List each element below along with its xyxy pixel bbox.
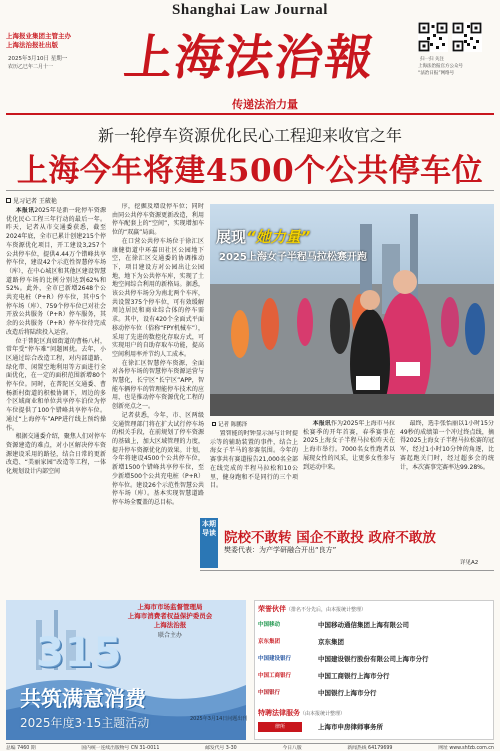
square-icon bbox=[6, 198, 11, 203]
partner-row[interactable] bbox=[258, 635, 490, 649]
footer-item: 邮发代号 3-30 bbox=[205, 746, 237, 751]
paragraph-text: 2025年是新一轮停车资源优化民心工程三年行动的最后一年。昨天，记者从市交通委获悉，截至2024年底，全市已累计创建215个停车资源优化项目，开工建设3,257个公共停车位，提供4.44万个错峰共享停车位，建设42个示范性智慧停车场（库），在中心城区和其他区建设智慧道路停车场的比例分别达到62%和52%。此外，全市已新增2648个公共充电桩（P+R）停车位，其中5个停车场（库）、759个停车位已对社会开放公共服务（P+R）停车服务，其余的公共服务（P+R）停车位待完成改造后将陆续投入运营。 bbox=[6, 207, 106, 336]
legal-partner-row[interactable] bbox=[258, 720, 490, 734]
ad-year-line: 2025年度3·15主题活动 bbox=[20, 716, 150, 730]
paragraph-text: 根据交通委介绍，聚焦人们对停车资源建造的难点，对小区解决停车资源建设采用的路径，结合日常的更新改造、“美丽家园”改造等工程，一体化规划设计内部空间 bbox=[6, 433, 106, 476]
partner-logo: 中国建设银行 bbox=[258, 656, 292, 662]
photo-story-column-1 bbox=[303, 420, 395, 528]
partner-logo: 中国移动 bbox=[258, 622, 281, 628]
ad-315-number: 315 bbox=[36, 630, 123, 676]
partner-name: 中国移动通信集团上海有限公司 bbox=[318, 621, 409, 629]
sponsor-line-2: 上海法治报社出版 bbox=[6, 41, 58, 49]
guide-tag-label: 本期导读 bbox=[202, 520, 216, 537]
partner-logo: 中国银行 bbox=[258, 690, 281, 696]
sponsor-line-1: 上海报业集团主管主办 bbox=[6, 32, 71, 40]
footer-item: 国内统一连续出版物号 CN 31-0011 bbox=[81, 746, 160, 751]
photo-subtitle: 2025上海女子半程马拉松赛开跑 bbox=[219, 252, 367, 263]
paragraph-text: 序，挖掘及增设停车位；同时由同公共停车资源更新改造，利用停车配套上的“空间”，实现增加车位的“双赢”局面。 bbox=[112, 203, 204, 237]
footer bbox=[6, 744, 494, 751]
paragraph bbox=[6, 433, 106, 477]
paragraph-text: 记者获悉，今年，市、区两级交通管理部门将在扩大试行停车场的相关手段，在前规划了停车资源的基础上，加大区域管理的力度，提升停车资源优化的效果。计划，今年将建设4500个公共停车位，新增1500个错峰共享停车位，至少新增500个公共充电桩（P+R）停车位。建设26个示范性智慧公共停车场（库）。基本实现智慧道路停车场全覆盖的总目标。 bbox=[112, 411, 204, 506]
paragraph-text: 作为2025年上海市马拉松赛季的开年首赛，春季赛事在2025上海女子半程马拉松昨天在上海市举行。7000名女性跑者以展现女性的风采，让更多女性参与到运动中来。 bbox=[303, 420, 395, 471]
paragraph-text: 最终，选手张怡丽以1小时15分49秒的成绩第一个冲过终点线，摘得2025上海女子半程马拉松赛的冠军，经过1小时10分钟的角逐，比赛起跑关门时，经过超多会的统计，本次赛事完赛率达99.28%。 bbox=[400, 420, 494, 471]
lunar-date: 农历乙巳年二月十一 bbox=[8, 64, 54, 70]
paragraph bbox=[112, 238, 204, 360]
partner-name: 中国工商银行上海市分行 bbox=[318, 672, 390, 680]
guide-rule bbox=[200, 570, 494, 571]
footer-item: 今日八版 bbox=[282, 746, 302, 751]
photo-title-highlight: “她力量” bbox=[246, 228, 311, 246]
qr-code-icon[interactable] bbox=[452, 22, 482, 52]
partner-row[interactable] bbox=[258, 669, 490, 683]
photo-title bbox=[216, 226, 310, 247]
ad-credit: 2025年3月14日问题出刊 bbox=[190, 716, 248, 722]
ad-theme: 共筑满意消费 bbox=[20, 687, 146, 711]
legal-service-title bbox=[258, 708, 345, 718]
partner-row[interactable] bbox=[258, 652, 490, 666]
footer-item: 网址 www.shfzb.com.cn bbox=[438, 746, 494, 751]
paragraph bbox=[303, 420, 395, 472]
byline bbox=[6, 196, 57, 205]
partner-name: 中国建设银行股份有限公司上海市分行 bbox=[318, 655, 429, 663]
partner-name: 上海市申房律师事务所 bbox=[318, 723, 383, 731]
ad-organizer: 上海法治报 bbox=[153, 621, 187, 629]
paragraph-text: 位于普陀区真如街道的曹杨八村，常年受“停车难”问题困扰。去年，小区通过综合改造工程，对内部道路、绿化带、闲置空地利用等方面进行全面优化，在一定的面积范围新增80个停车位。同时，在普陀区交通委、曹杨新村街道的积极协调下，周边的多个区域商业和单位共享停车泊位为停车位提供了100个错峰共享停车位。通过“上海停车”APP进行线上预约操作。 bbox=[6, 337, 106, 432]
legal-service-title-text: 特聘法律服务 bbox=[258, 709, 300, 717]
ad-organizer-note: 联合主办 bbox=[157, 632, 182, 639]
partners-title-text: 荣誉伙伴 bbox=[258, 605, 286, 613]
headline-kicker: 新一轮停车资源优化民心工程迎来收官之年 bbox=[97, 126, 402, 145]
partner-row[interactable] bbox=[258, 686, 490, 700]
newspaper-logo: 上海法治報 bbox=[121, 30, 379, 86]
qr-caption: 上海法治报官方公众号 bbox=[418, 64, 463, 69]
partner-logo: 中国工商银行 bbox=[258, 673, 292, 679]
slogan: 传递法治力量 bbox=[232, 98, 298, 111]
masthead bbox=[0, 0, 500, 110]
photo-title-prefix: 展现 bbox=[216, 228, 247, 246]
partner-row[interactable] bbox=[258, 618, 490, 632]
paragraph-text: 置智能的时钟显示屏与计时提示等的辅助装置的事件，结合上海女子半马的参赛氛围。今年的赛事共有赛道报告21,000名全部在线完成的半程马拉松和10公里，健身跑和不是同行的三个项目。 bbox=[210, 430, 298, 490]
qr-caption: “法治日报”网络号 bbox=[418, 71, 455, 76]
english-title: Shanghai Law Journal bbox=[172, 2, 328, 18]
paragraph-lead: 本报讯 bbox=[312, 420, 331, 427]
photo-credit bbox=[212, 420, 247, 428]
square-icon bbox=[212, 422, 216, 426]
partners-title bbox=[258, 604, 366, 614]
photo-story-column-2 bbox=[400, 420, 494, 528]
photo-credit-text: 记者 陈鹏泽 bbox=[218, 422, 248, 428]
paragraph-text: 在口营公共停车场位于徐汇区康健街道中环嘉田社区公园地下空，在徐汇区交通委的协调推动下，项目建设方对公园出让公园地，地下为公共停车库，实现了土地空间综合利用的新格局。据悉，该公共停车场分为南北两个车库，共设置375个停车位，可有效缓解周边居民和商业综合体的停车需求。其中，设有420个全面式平面移动停车位（俗称“FPY机械车”），采用了先进的数控化存取方式，可实现用户的自助存取车功能，提高空间利用率并节约人工成本。 bbox=[112, 237, 204, 358]
masthead-rule bbox=[6, 113, 494, 115]
paragraph bbox=[6, 207, 106, 338]
paragraph bbox=[112, 412, 204, 508]
qr-code-icon[interactable] bbox=[418, 22, 448, 52]
legal-service-note: （由本报统计整理） bbox=[300, 711, 346, 717]
paragraph bbox=[400, 420, 494, 472]
footer-item: 总编 7460 期 bbox=[6, 746, 36, 751]
qr-caption: 扫一扫 关注 bbox=[420, 57, 444, 62]
paragraph-text: 在徐汇区智慧停车资源，全面对各停车场的智慧停车资源运营与智慧化，长宁区“长宁区”APP，智能车辆停车的管理能停车技术的应用，也是推动停车资源优化工程的创新亮点之一。 bbox=[112, 359, 204, 411]
paragraph bbox=[112, 203, 204, 238]
footer-item: 新闻热线 64179699 bbox=[347, 746, 393, 751]
paragraph bbox=[6, 338, 106, 434]
ad-organizer: 上海市消费者权益保护委员会 bbox=[127, 612, 213, 620]
paragraph bbox=[112, 360, 204, 412]
partner-logo: 律所 bbox=[258, 722, 302, 732]
ad-organizer: 上海市市场监督管理局 bbox=[137, 603, 203, 611]
partner-logo: 京东集团 bbox=[258, 639, 281, 645]
guide-headline[interactable]: 院校不敢转 国企不敢投 政府不敢放 bbox=[224, 530, 436, 546]
lead-headline[interactable]: 上海今年将建4500个公共停车位 bbox=[16, 153, 484, 189]
partners-title-note: （排名不分先后，由本报统计整理） bbox=[286, 607, 367, 613]
paragraph-lead: 本报讯 bbox=[15, 207, 35, 214]
byline-text: 见习记者 王葳艳 bbox=[13, 198, 57, 205]
partner-name: 京东集团 bbox=[318, 638, 344, 646]
guide-subtitle: 樊委代表：为产学研融合开出“良方” bbox=[224, 546, 337, 554]
headline-rule bbox=[6, 190, 494, 191]
paragraph bbox=[210, 430, 298, 491]
partner-name: 中国银行上海市分行 bbox=[318, 689, 377, 697]
issue-date: 2025年3月10日 星期一 bbox=[8, 56, 68, 62]
guide-page-ref[interactable]: 详见A2 bbox=[460, 560, 479, 566]
